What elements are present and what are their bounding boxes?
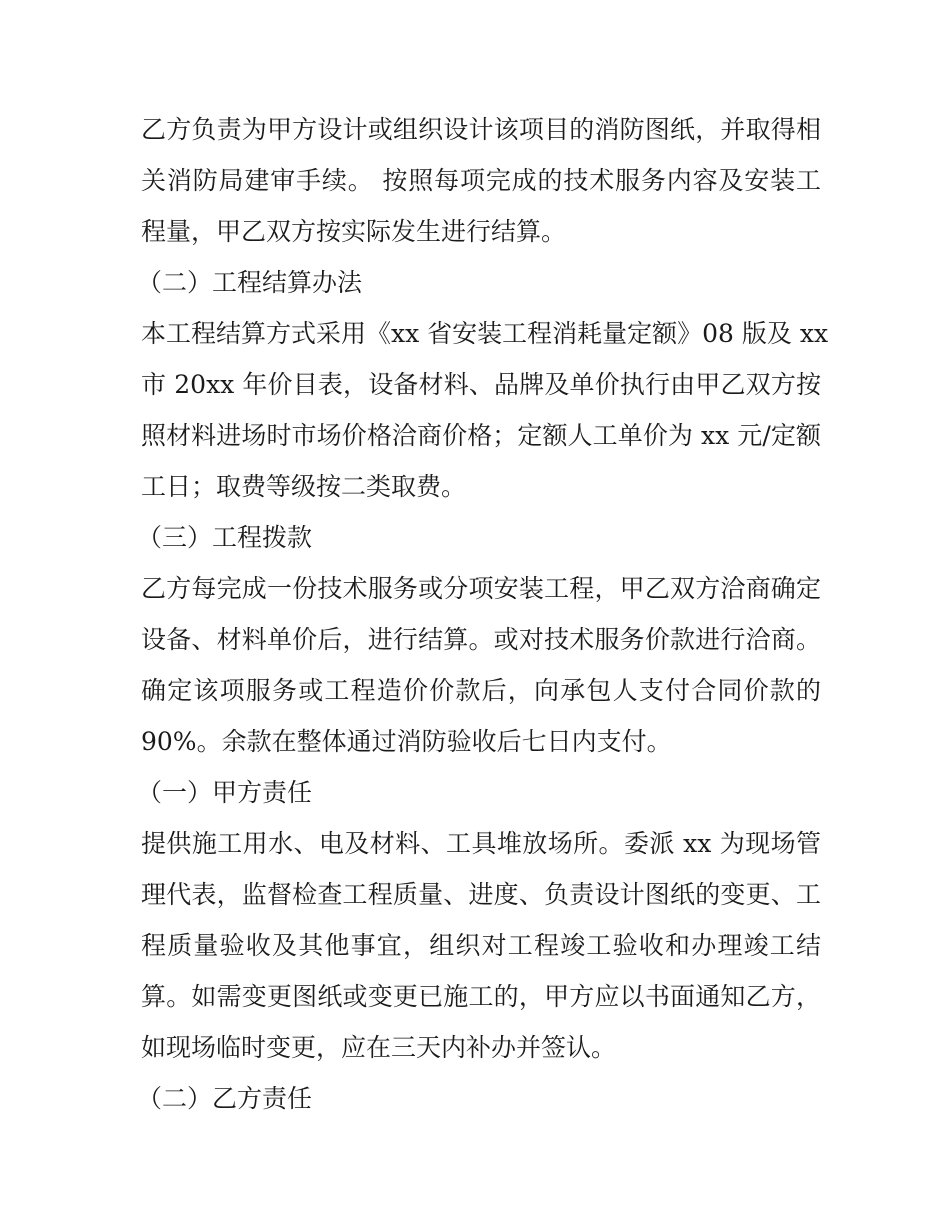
paragraph-line: 算。如需变更图纸或变更已施工的，甲方应以书面通知乙方， xyxy=(141,982,821,1011)
paragraph-line: 如现场临时变更，应在三天内补办并签认。 xyxy=(141,1033,617,1062)
paragraph-line: 关消防局建审手续。 按照每项完成的技术服务内容及安装工 xyxy=(141,166,821,195)
section-heading xyxy=(137,767,821,818)
paragraph-line: 理代表，监督检查工程质量、进度、负责设计图纸的变更、工 xyxy=(141,880,821,909)
paragraph-line: 确定该项服务或工程造价价款后，向承包人支付合同价款的 xyxy=(141,676,821,705)
paragraph-line: 乙方负责为甲方设计或组织设计该项目的消防图纸，并取得相 xyxy=(141,115,821,144)
body-paragraph xyxy=(141,104,821,257)
paragraph-line: 本工程结算方式采用《xx 省安装工程消耗量定额》08 版及 xx xyxy=(141,319,829,348)
body-paragraph xyxy=(141,308,829,512)
section-heading xyxy=(137,257,821,308)
body-paragraph xyxy=(141,818,821,1073)
heading-text: （二）工程结算办法 xyxy=(137,268,363,297)
paragraph-line: 市 20xx 年价目表，设备材料、品牌及单价执行由甲乙双方按 xyxy=(141,370,821,399)
body-paragraph xyxy=(141,563,821,767)
paragraph-line: 提供施工用水、电及材料、工具堆放场所。委派 xx 为现场管 xyxy=(141,829,821,858)
paragraph-line: 程量，甲乙双方按实际发生进行结算。 xyxy=(141,217,567,246)
section-heading xyxy=(137,512,821,563)
section-heading xyxy=(137,1073,821,1124)
paragraph-line: 程质量验收及其他事宜，组织对工程竣工验收和办理竣工结 xyxy=(141,931,821,960)
heading-text: （三）工程拨款 xyxy=(137,523,313,552)
heading-text: （一）甲方责任 xyxy=(137,778,313,807)
paragraph-line: 90%。余款在整体通过消防验收后七日内支付。 xyxy=(141,727,672,756)
paragraph-line: 设备、材料单价后，进行结算。或对技术服务价款进行洽商。 xyxy=(141,625,821,654)
paragraph-line: 乙方每完成一份技术服务或分项安装工程，甲乙双方洽商确定 xyxy=(141,574,821,603)
paragraph-line: 工日；取费等级按二类取费。 xyxy=(141,472,467,501)
paragraph-line: 照材料进场时市场价格洽商价格；定额人工单价为 xx 元/定额 xyxy=(141,421,821,450)
heading-text: （二）乙方责任 xyxy=(137,1084,313,1113)
document-body xyxy=(137,104,829,1124)
